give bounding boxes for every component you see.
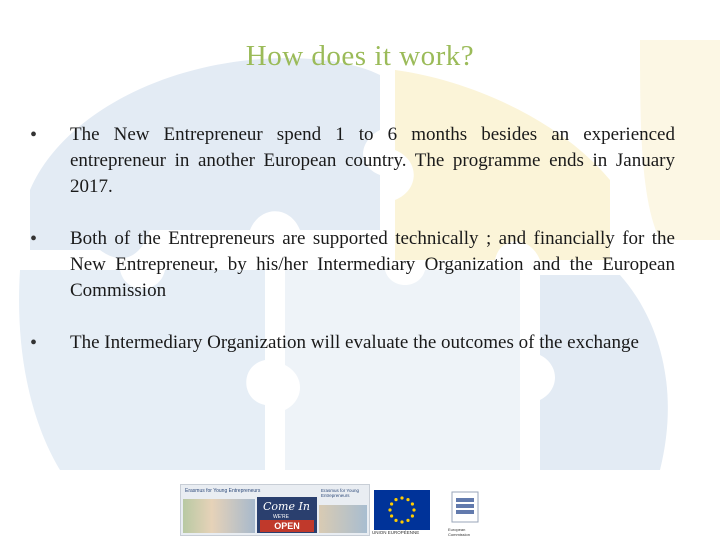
bullet-icon: • bbox=[30, 332, 38, 354]
people-photo-right bbox=[319, 505, 367, 533]
banner-side-text: Erasmus for Young Entrepreneurs bbox=[321, 488, 360, 498]
come-in-text: Come In bbox=[263, 500, 310, 513]
bullet-item bbox=[30, 226, 675, 304]
european-commission-logo-icon bbox=[450, 490, 480, 530]
erasmus-banner-image bbox=[180, 484, 370, 536]
bullet-list bbox=[30, 122, 675, 382]
footer-logos bbox=[180, 484, 500, 538]
banner-title: Erasmus for Young Entrepreneurs bbox=[185, 488, 261, 494]
bullet-text: The New Entrepreneur spend 1 to 6 months besides an experienced entrepreneur in another European country. The programme ends in January 2017. bbox=[70, 124, 675, 197]
bullet-text: The Intermediary Organization will evaluate the outcomes of the exchange bbox=[70, 332, 639, 353]
eu-flag-icon bbox=[374, 490, 430, 530]
bullet-icon: • bbox=[30, 124, 38, 146]
were-text: WE'RE bbox=[273, 514, 289, 520]
people-photo bbox=[183, 499, 255, 533]
ec-label: European Commission bbox=[448, 527, 471, 537]
bullet-text: Both of the Entrepreneurs are supported technically ; and financially for the New Entrepreneur, by his/her Intermediary Organization and the European Commission bbox=[70, 228, 675, 301]
bullet-icon: • bbox=[30, 228, 38, 250]
slide-title: How does it work? bbox=[245, 40, 475, 72]
open-sign-photo bbox=[257, 497, 317, 533]
eu-label: UNION EUROPÉENNE bbox=[372, 530, 420, 535]
bullet-item bbox=[30, 330, 675, 356]
open-text: OPEN bbox=[260, 520, 314, 532]
bullet-item bbox=[30, 122, 675, 200]
